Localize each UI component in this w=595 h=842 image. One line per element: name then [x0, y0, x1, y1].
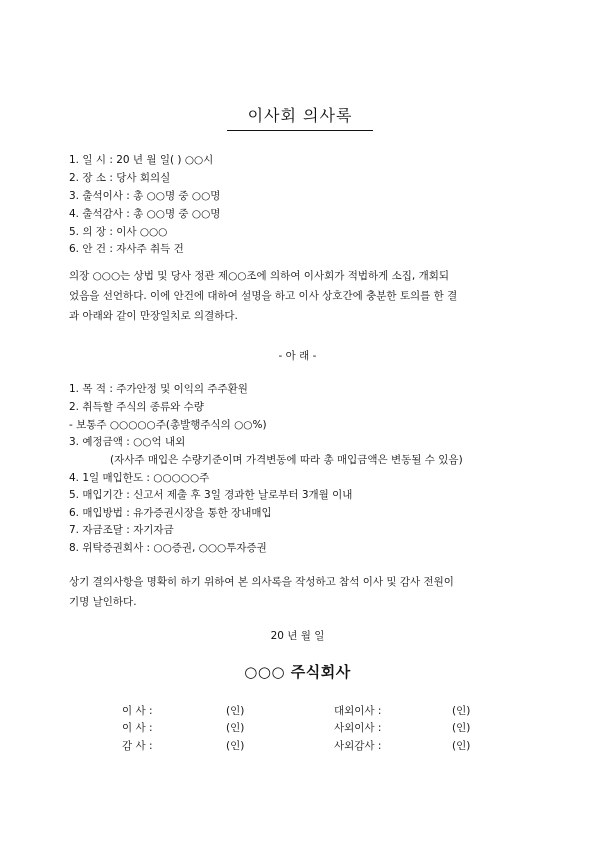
signature-seal: (인)	[452, 705, 471, 717]
signature-role: 이 사 :	[122, 705, 153, 717]
detail-item: 8. 위탁증권회사 : ○○증권, ○○○투자증권	[69, 542, 267, 554]
signature-seal: (인)	[226, 740, 245, 752]
intro-line: 의장 ○○○는 상법 및 당사 정관 제○○조에 의하여 이사회가 적법하게 소집, 개회되	[69, 270, 450, 282]
signature-role: 사외감사 :	[334, 740, 382, 752]
detail-item: 3. 예정금액 : ○○억 내외	[69, 436, 186, 448]
signature-seal: (인)	[452, 740, 471, 752]
detail-item: 6. 매입방법 : 유가증권시장을 통한 장내매입	[69, 507, 272, 519]
signature-seal: (인)	[226, 722, 245, 734]
company-name: ○○○ 주식회사	[244, 663, 351, 681]
signature-seal: (인)	[452, 722, 471, 734]
document-date: 20 년 월 일	[270, 630, 325, 642]
signature-role: 대외이사 :	[334, 705, 382, 717]
intro-paragraph	[69, 266, 531, 326]
detail-item: 4. 1일 매입한도 : ○○○○○주	[69, 472, 210, 484]
detail-note: (자사주 매입은 수량기준이며 가격변동에 따라 총 매입금액은 변동될 수 있음)	[110, 454, 463, 466]
detail-item: 2. 취득할 주식의 종류와 수량	[69, 401, 204, 413]
document-title: 이사회 의사록	[227, 103, 373, 131]
attending-auditors-line: 4. 출석감사 : 총 ○○명 중 ○○명	[69, 208, 221, 220]
meeting-place-line: 2. 장 소 : 당사 회의실	[69, 172, 171, 184]
intro-line: 었음을 선언하다. 이에 안건에 대하여 설명을 하고 이사 상호간에 충분한 토의를 한 결	[69, 290, 458, 302]
closing-line: 기명 날인하다.	[69, 596, 137, 608]
meeting-date-line: 1. 일 시 : 20 년 월 일( ) ○○시	[69, 154, 214, 166]
intro-line: 과 아래와 같이 만장일치로 의결하다.	[69, 310, 238, 322]
detail-item: 5. 매입기간 : 신고서 제출 후 3일 경과한 날로부터 3개월 이내	[69, 489, 353, 501]
detail-item: - 보통주 ○○○○○주(총발행주식의 ○○%)	[69, 419, 267, 431]
detail-item: 1. 목 적 : 주가안정 및 이익의 주주환원	[69, 383, 248, 395]
agenda-line: 6. 안 건 : 자사주 취득 건	[69, 243, 184, 255]
closing-line: 상기 결의사항을 명확히 하기 위하여 본 의사록을 작성하고 참석 이사 및 감사 전원이	[69, 576, 454, 588]
signature-role: 감 사 :	[122, 740, 153, 752]
closing-paragraph	[69, 572, 531, 612]
section-separator: - 아 래 -	[278, 350, 317, 362]
chairman-line: 5. 의 장 : 이사 ○○○	[69, 226, 168, 238]
detail-item: 7. 자금조달 : 자기자금	[69, 524, 174, 536]
attending-directors-line: 3. 출석이사 : 총 ○○명 중 ○○명	[69, 190, 221, 202]
signature-role: 사외이사 :	[334, 722, 382, 734]
signature-seal: (인)	[226, 705, 245, 717]
signature-role: 이 사 :	[122, 722, 153, 734]
